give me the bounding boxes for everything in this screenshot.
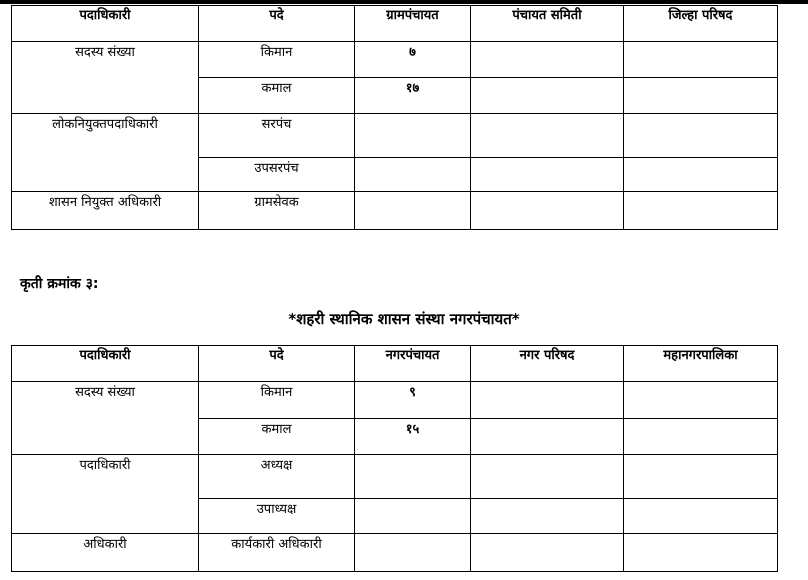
group-cell-office-bearers: पदाधिकारी (12, 455, 199, 534)
section-title: *शहरी स्थानिक शासन संस्था नगरपंचायत* (288, 310, 520, 328)
header-mahanagarpalika: महानगरपालिका (624, 346, 778, 382)
value-cell (355, 499, 471, 534)
empty-cell (624, 499, 778, 534)
group-cell-appointed-officials: शासन नियुक्त अधिकारी (12, 192, 199, 230)
value-cell (355, 114, 471, 158)
post-cell: कमाल (199, 78, 355, 114)
header-panchayat-samiti: पंचायत समिती (471, 6, 624, 42)
post-cell: ग्रामसेवक (199, 192, 355, 230)
empty-cell (624, 455, 778, 499)
post-cell: किमान (199, 382, 355, 419)
group-cell-elected-officials: लोकनियुक्तपदाधिकारी (12, 114, 199, 192)
header-nagar-parishad: नगर परिषद (471, 346, 624, 382)
group-cell-member-count: सदस्य संख्या (12, 42, 199, 114)
header-office-bearer: पदाधिकारी (12, 6, 199, 42)
group-cell-member-count: सदस्य संख्या (12, 382, 199, 455)
empty-cell (471, 42, 624, 78)
header-office-bearer: पदाधिकारी (12, 346, 199, 382)
empty-cell (624, 382, 778, 419)
header-gram-panchayat: ग्रामपंचायत (355, 6, 471, 42)
empty-cell (624, 192, 778, 230)
table-row (12, 382, 778, 419)
post-cell: अध्यक्ष (199, 455, 355, 499)
activity-number-label: कृती क्रमांक ३: (20, 276, 99, 292)
post-cell: उपसरपंच (199, 158, 355, 192)
empty-cell (471, 382, 624, 419)
table-row (12, 455, 778, 499)
empty-cell (471, 158, 624, 192)
group-cell-officer: अधिकारी (12, 534, 199, 572)
post-cell: कार्यकारी अधिकारी (199, 534, 355, 572)
header-posts: पदे (199, 6, 355, 42)
urban-governance-table (11, 345, 778, 572)
empty-cell (471, 499, 624, 534)
post-cell: किमान (199, 42, 355, 78)
empty-cell (624, 78, 778, 114)
value-cell: १७ (355, 78, 471, 114)
empty-cell (624, 158, 778, 192)
empty-cell (624, 419, 778, 455)
empty-cell (471, 534, 624, 572)
header-posts: पदे (199, 346, 355, 382)
top-border-rule (0, 0, 808, 4)
value-cell: १५ (355, 419, 471, 455)
rural-governance-table (11, 5, 778, 230)
table-row (12, 534, 778, 572)
empty-cell (624, 534, 778, 572)
table-header-row (12, 6, 778, 42)
table-row (12, 42, 778, 78)
header-nagar-panchayat: नगरपंचायत (355, 346, 471, 382)
post-cell: कमाल (199, 419, 355, 455)
empty-cell (624, 42, 778, 78)
table-row (12, 192, 778, 230)
table-row (12, 114, 778, 158)
empty-cell (471, 114, 624, 158)
empty-cell (624, 114, 778, 158)
value-cell: ७ (355, 42, 471, 78)
header-zilla-parishad: जिल्हा परिषद (624, 6, 778, 42)
empty-cell (471, 78, 624, 114)
empty-cell (471, 455, 624, 499)
post-cell: उपाध्यक्ष (199, 499, 355, 534)
table-header-row (12, 346, 778, 382)
value-cell: ९ (355, 382, 471, 419)
empty-cell (471, 419, 624, 455)
value-cell (355, 158, 471, 192)
value-cell (355, 534, 471, 572)
empty-cell (471, 192, 624, 230)
value-cell (355, 192, 471, 230)
post-cell: सरपंच (199, 114, 355, 158)
value-cell (355, 455, 471, 499)
